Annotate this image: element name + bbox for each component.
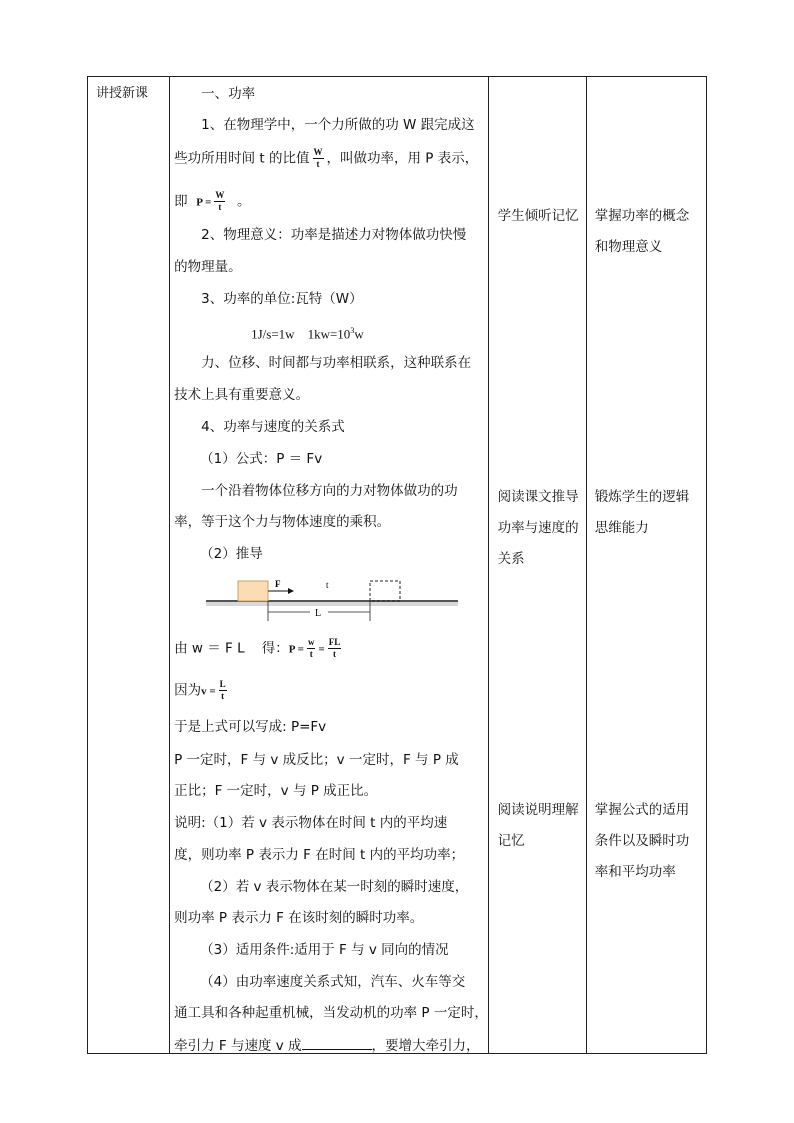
paragraph-1a: 1、在物理学中，一个力所做的功 W 跟完成这 xyxy=(201,117,475,133)
fraction-w-over-t: $\frac{W}{t}$ xyxy=(313,147,323,169)
time-label: t xyxy=(326,580,329,590)
derivation-title: （2）推导 xyxy=(200,546,263,562)
derivation-1: 由 w ＝ F L 得：P = $\frac{w}{t}$ = $\frac{FL}{t}$ xyxy=(174,637,341,659)
note-3: （3）适用条件:适用于 F 与 v 同向的情况 xyxy=(200,942,449,958)
note-4b: 通工具和各种起重机械，当发动机的功率 P 一定时， xyxy=(174,1005,488,1021)
block-start xyxy=(238,581,268,601)
objective-2: 锻炼学生的逻辑 思维能力 xyxy=(594,489,690,536)
paragraph-2b: 的物理量。 xyxy=(174,259,242,275)
unit-conversion: 1J/s=1w $1kw=10^3w$ xyxy=(251,326,364,342)
formula-line: （1）公式：P ＝ Fv xyxy=(200,451,323,467)
note-4a: （4）由功率速度关系式知，汽车、火车等交 xyxy=(200,974,466,990)
paragraph-4: 4、功率与速度的关系式 xyxy=(201,419,345,435)
fraction-power-def: $\frac{W}{t}$ xyxy=(215,190,225,212)
student-activity-2: 阅读课文推导 功率与速度的 关系 xyxy=(497,489,579,567)
student-activity-3: 阅读说明理解 记忆 xyxy=(497,802,579,849)
relation-b: 正比；F 一定时，v 与 P 成正比。 xyxy=(174,783,378,799)
note-1b: 度，则功率 P 表示力 F 在时间 t 内的平均功率； xyxy=(174,847,465,863)
objective-1: 掌握功率的概念 和物理意义 xyxy=(594,208,690,255)
fraction-fl-t: $\frac{FL}{t}$ xyxy=(328,637,341,659)
teaching-content-cell xyxy=(170,77,489,1054)
fill-in-blank xyxy=(302,1035,372,1050)
force-arrowhead xyxy=(288,588,294,594)
student-activity-cell xyxy=(488,77,586,1054)
note-2b: 则功率 P 表示力 F 在该时刻的瞬时功率。 xyxy=(174,910,424,926)
paragraph-2a: 2、物理意义：功率是描述力对物体做功快慢 xyxy=(201,227,467,243)
objective-3: 掌握公式的适用 条件以及瞬时功 率和平均功率 xyxy=(594,802,690,880)
force-label: F xyxy=(275,579,281,589)
derivation-2: 因为v = $\frac{L}{t}$ xyxy=(174,679,226,701)
block-end xyxy=(370,581,400,601)
paragraph-3-note-a: 力、位移、时间都与功率相联系，这种联系在 xyxy=(201,355,472,371)
student-activity-1: 学生倾听记忆 xyxy=(497,208,579,224)
length-label: L xyxy=(315,608,322,619)
fraction-w-t: $\frac{w}{t}$ xyxy=(307,637,315,659)
heading: 一、功率 xyxy=(201,86,256,102)
section-label: 讲授新课 xyxy=(88,77,170,1054)
lesson-table xyxy=(87,76,707,1054)
paragraph-1c: 即 P = $\frac{W}{t}$ 。 xyxy=(174,190,251,212)
paragraph-1b: 些功所用时间 t 的比值 $\frac{W}{t}$ ，叫做功率，用 P 表示， xyxy=(174,147,479,169)
ground-shading xyxy=(206,602,458,606)
note-2a: （2）若 v 表示物体在某一时刻的瞬时速度， xyxy=(200,879,469,895)
paragraph-3: 3、功率的单位:瓦特（W） xyxy=(201,291,363,307)
objective-cell xyxy=(586,77,706,1054)
paragraph-3-note-b: 技术上具有重要意义。 xyxy=(174,387,310,403)
formula-desc-a: 一个沿着物体位移方向的力对物体做功的功 xyxy=(201,483,458,499)
force-displacement-diagram xyxy=(204,577,460,625)
relation-a: P 一定时，F 与 v 成反比；v 一定时，F 与 P 成 xyxy=(174,752,459,768)
derivation-3: 于是上式可以写成: P=Fv xyxy=(174,719,327,735)
note-4c: 牵引力 F 与速度 v 成 ，要增大牵引力， xyxy=(174,1035,479,1056)
fraction-l-t: $\frac{L}{t}$ xyxy=(219,679,226,701)
formula-desc-b: 率，等于这个力与物体速度的乘积。 xyxy=(174,514,391,530)
note-1a: 说明:（1）若 v 表示物体在时间 t 内的平均速 xyxy=(174,815,448,831)
